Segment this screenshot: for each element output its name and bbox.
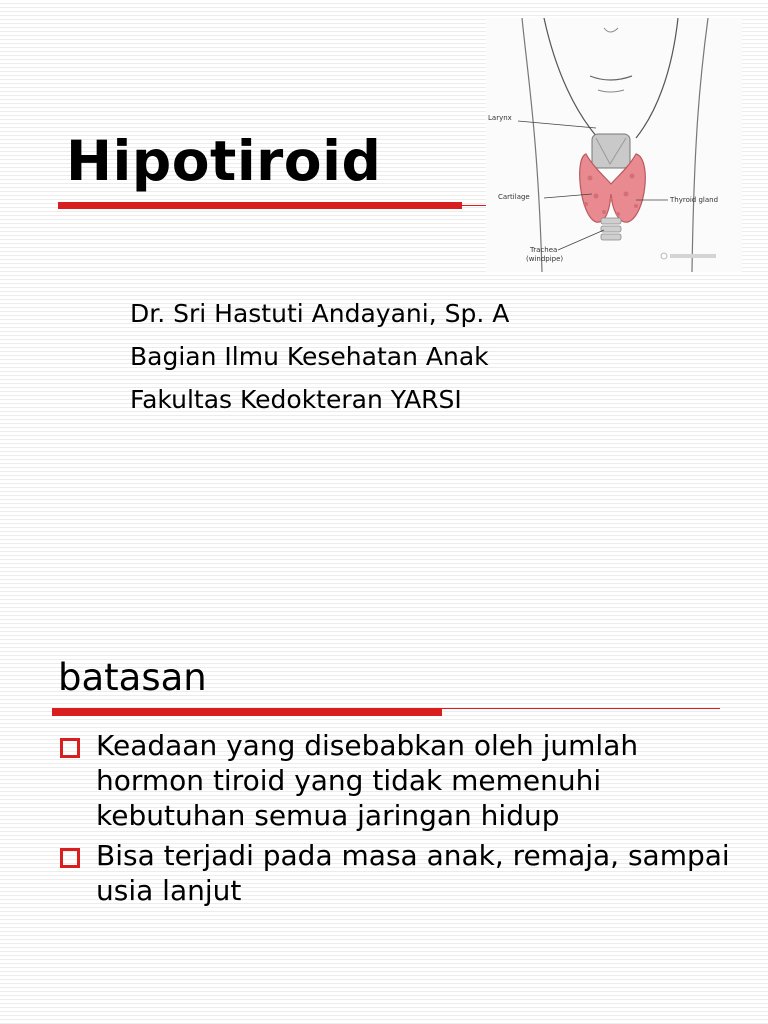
author-list <box>130 292 509 421</box>
heading-underline <box>52 708 442 716</box>
heading-underline-thin <box>442 708 720 709</box>
square-bullet-icon <box>60 848 80 868</box>
author-name: Dr. Sri Hastuti Andayani, Sp. A <box>130 299 510 328</box>
section-heading: batasan <box>58 656 207 699</box>
windpipe-label: (windpipe) <box>526 255 564 263</box>
bullet-text: Keadaan yang disebabkan oleh jumlah hormon tiroid yang tidak memenuhi kebutuhan semua jaringan hidup <box>96 729 639 832</box>
title-underline <box>58 202 462 209</box>
square-bullet-icon <box>60 738 80 758</box>
slide-title-text: Hipotiroid <box>66 129 382 193</box>
bullet-item <box>58 838 738 908</box>
author-department: Bagian Ilmu Kesehatan Anak <box>130 342 489 371</box>
trachea-label: Trachea <box>530 246 558 254</box>
author-faculty: Fakultas Kedokteran YARSI <box>130 385 462 414</box>
watermark-icon <box>661 253 667 259</box>
bullet-list <box>58 728 738 913</box>
cartilage-label: Cartilage <box>498 193 530 201</box>
larynx-label: Larynx <box>488 114 512 122</box>
bullet-item <box>58 728 738 833</box>
thyroid-illustration <box>486 18 742 272</box>
thyroid-label: Thyroid gland <box>670 196 719 204</box>
bullet-text: Bisa terjadi pada masa anak, remaja, sampai usia lanjut <box>96 839 730 907</box>
